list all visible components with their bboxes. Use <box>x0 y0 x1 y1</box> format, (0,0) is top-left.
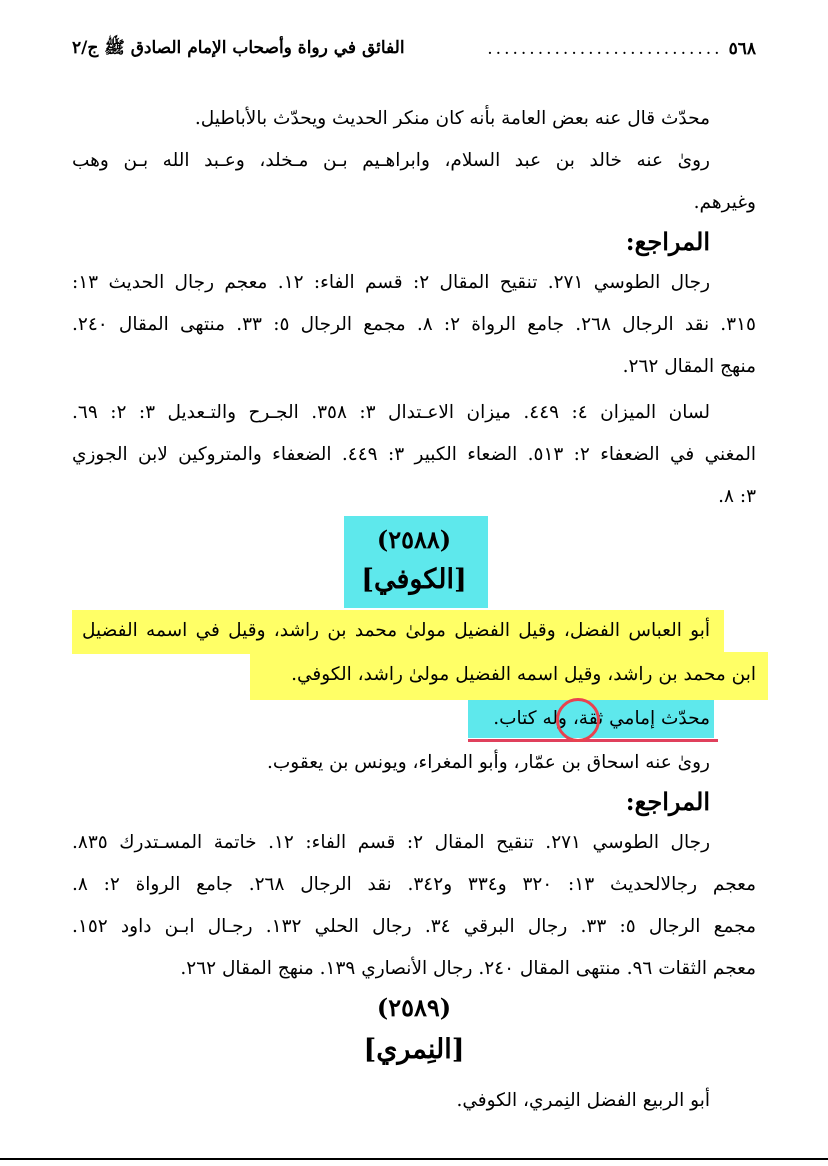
page-number: ٥٦٨ <box>728 39 756 59</box>
status-key-word: ثقة <box>578 708 604 729</box>
bio-line-1: أبو العباس الفضل، وقيل الفضيل مولىٰ محمد بن راشد، وقيل في اسمه الفضيل <box>82 620 710 641</box>
bio-line-2589: أبو الربيع الفضل النِمري، الكوفي. <box>456 1090 710 1111</box>
status-suffix: ، وله كتاب. <box>493 708 579 729</box>
narrators-line: روىٰ عنه اسحاق بن عمّار، وأبو المغراء، ويونس بن يعقوب. <box>267 752 710 773</box>
ref-line-2: معجم رجالالحديث ١٣: ٣٢٠ و٣٣٤ و٣٤٢. نقد الرجال ٢٦٨. جامع الرواة ٢: ٨. <box>72 874 756 895</box>
running-header <box>72 34 756 64</box>
prev-ref-line-3: منهج المقال ٢٦٢. <box>622 356 756 377</box>
header-dots: ............................ <box>487 39 723 59</box>
bio-line-2: ابن محمد بن راشد، وقيل اسمه الفضيل مولىٰ راشد، الكوفي. <box>291 664 756 685</box>
entry-number-2589: (٢٥٨٩) <box>376 993 452 1022</box>
annotation-circle <box>556 698 600 742</box>
ref-line-1: رجال الطوسي ٢٧١. تنقيح المقال ٢: قسم الفاء: ١٢. خاتمة المسـتدرك ٨٣٥. <box>72 832 710 853</box>
status-underline <box>468 739 718 742</box>
running-title: الفائق في رواة وأصحاب الإمام الصادق ﷺ ج/٢ <box>72 37 405 58</box>
prev-ref-line-2: ٣١٥. نقد الرجال ٢٦٨. جامع الرواة ٢: ٨. مجمع الرجال ٥: ٣٣. منتهى المقال ٢٤٠. <box>72 314 756 335</box>
references-heading-2588: المراجع: <box>625 787 710 816</box>
entry-name-2589: [النِمري] <box>363 1034 465 1065</box>
status-prefix: محدّث إمامي <box>609 708 710 729</box>
prev-ref-line-4: لسان الميزان ٤: ٤٤٩. ميزان الاعـتدال ٣: ٣٥٨. الجـرح والتـعديل ٣: ٢: ٦٩. <box>72 402 710 423</box>
ref-line-3: مجمع الرجال ٥: ٣٣. رجال البرقي ٣٤. رجال الحلي ١٣٢. رجـال ابـن داود ١٥٢. <box>72 916 756 937</box>
prev-entry-line-1: محدّث قال عنه بعض العامة بأنه كان منكر الحديث ويحدّث بالأباطيل. <box>194 108 710 129</box>
entry-name: [الكوفي] <box>361 564 467 595</box>
entry-number: (٢٥٨٨) <box>376 525 452 554</box>
ref-line-4: معجم الثقات ٩٦. منتهى المقال ٢٤٠. رجال الأنصاري ١٣٩. منهج المقال ٢٦٢. <box>180 958 756 979</box>
prev-entry-line-2: روىٰ عنه خالد بن عبد السلام، وابراهـيم بـن مـخلد، وعـبد الله بـن وهب <box>72 150 710 171</box>
prev-entry-line-3: وغيرهم. <box>693 192 756 213</box>
prev-ref-line-1: رجال الطوسي ٢٧١. تنقيح المقال ٢: قسم الفاء: ١٢. معجم رجال الحديث ١٣: <box>72 272 710 293</box>
prev-ref-line-5: المغني في الضعفاء ٢: ٥١٣. الضعاء الكبير ٣: ٤٤٩. الضعفاء والمتروكين لابن الجوزي <box>72 444 756 465</box>
bottom-rule <box>0 1158 828 1160</box>
references-heading: المراجع: <box>625 227 710 256</box>
prev-ref-line-6: ٣: ٨. <box>718 486 756 507</box>
